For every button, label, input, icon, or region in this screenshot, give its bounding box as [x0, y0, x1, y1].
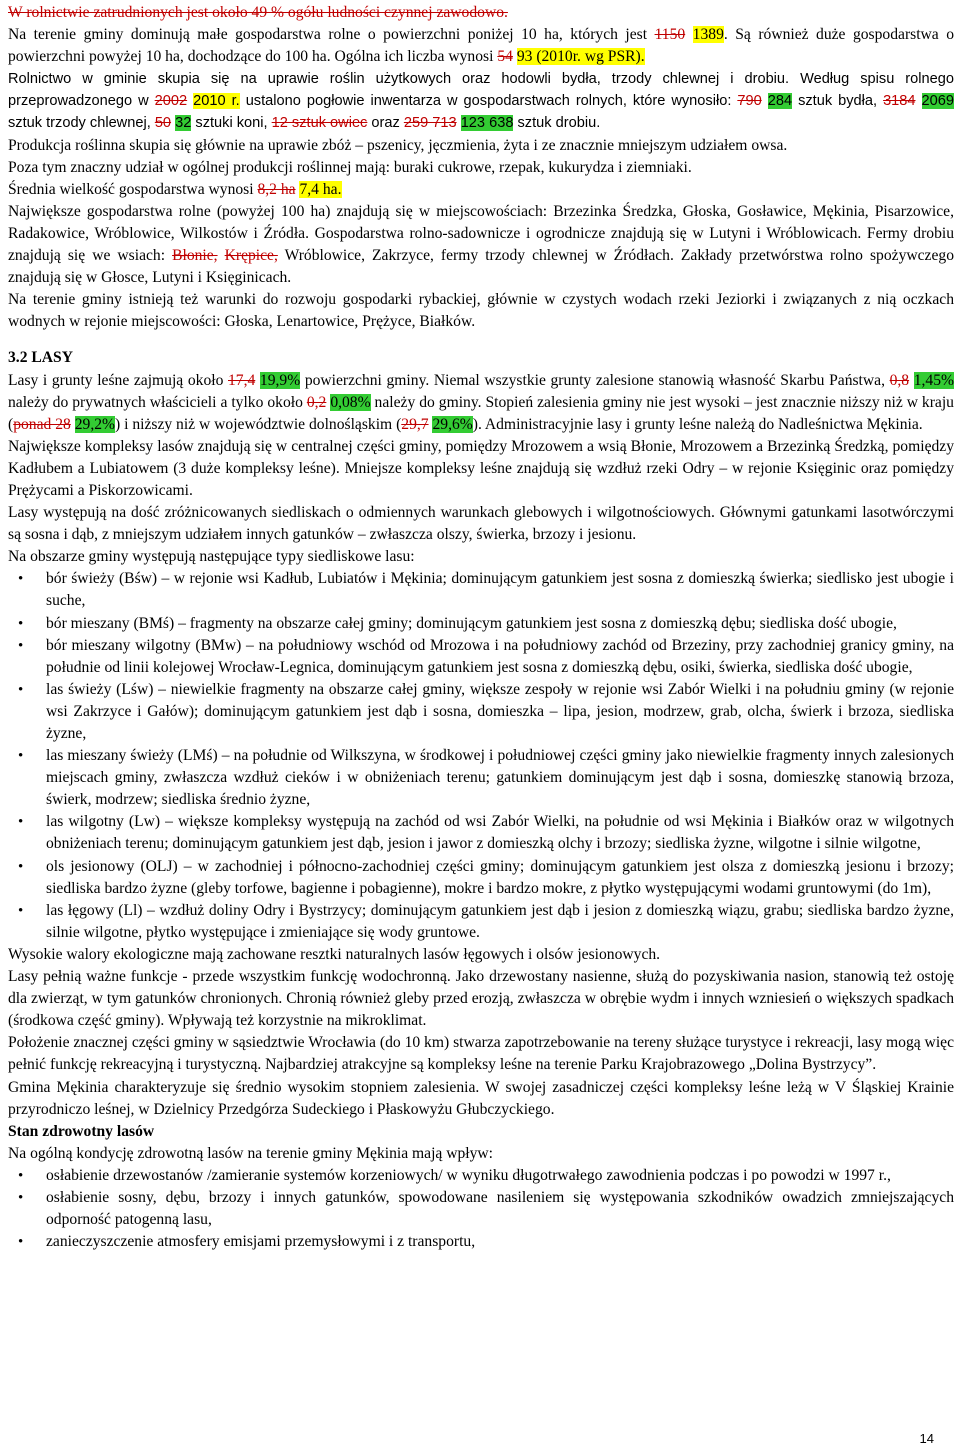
paragraph-forest-share	[8, 370, 954, 436]
paragraph-forest-complexes: Największe kompleksy lasów znajdują się w centralnej części gminy, pomiędzy Mrozowem a wsią Błonie, Mrozowem a Brzezinką Średzką, pomiędzy Kadłubem a Lubiatowem (3 duże kompleksy leśne). Mniejsze kompleksy leśne znajdują się wzdłuż rzeki Odry – w rejonie Księginic oraz pomiędzy Prężycami a Piskorzowicami.	[8, 437, 954, 499]
inserted-value: 284	[767, 93, 793, 110]
list-item: • osłabienie drzewostanów /zamieranie systemów korzeniowych/ w wyniku długotrwałego zawodnienia podczas i po powodzi w 1997 r.,	[46, 1165, 954, 1187]
list-item: • las świeży (Lśw) – niewielkie fragmenty na obszarze całej gminy, większe zespoły w rejonie wsi Zabór Wielki i na południu gminy (w rejonie wsi Zakrzyce i Gałów); dominującym gatunkiem jest dąb i sosna, domieszka – lipa, jesion, modrzew, grab, olcha, świerk i brzoza, siedliska żyzne,	[46, 679, 954, 745]
text-run: Rolnictwo w gminie skupia się na uprawie roślin użytkowych oraz hodowli bydła, trzody chlewnej i drobiu. Według spisu rolnego przeprowadzonego w	[8, 71, 954, 110]
deleted-value: 1150	[654, 26, 686, 44]
inserted-value: 32	[175, 115, 192, 132]
deleted-value: 3184	[883, 93, 916, 110]
paragraph-livestock	[8, 68, 954, 134]
list-item: • las łęgowy (Ll) – wzdłuż doliny Odry i Bystrzycy; dominującym gatunkiem jest dąb i jesion z domieszką wiązu, grabu; siedliska bardzo żyzne, silnie wilgotne, płytko występujące i zmieniające się wody gruntowe.	[46, 900, 954, 944]
text-run: należy do gminy. Stopień zalesienia gminy nie jest wysoki – jest znacznie niższy niż w kraju (	[8, 393, 954, 433]
text-run: sztuk bydła,	[792, 93, 884, 110]
text-run: . Są również duże gospodarstwa o powierzchni powyżej 10 ha, dochodzące do 100 ha. Ogólna ich liczba wynosi	[8, 26, 954, 66]
text-run: oraz	[367, 115, 404, 132]
inserted-value: 0,08%	[330, 393, 371, 411]
inserted-value: 2010 r.	[193, 93, 240, 110]
inserted-value: 19,9%	[259, 371, 301, 389]
list-item: • osłabienie sosny, dębu, brzozy i innych gatunków, spowodowane nasileniem się występowania szkodników owadzich zmniejszających odporność patogenną lasu,	[46, 1187, 954, 1231]
document-page	[8, 2, 954, 1253]
inserted-value: 7,4 ha.	[299, 180, 342, 198]
deleted-value: 29,7	[401, 415, 429, 433]
paragraph-farms	[8, 24, 954, 68]
page-number: 14	[919, 1431, 934, 1446]
deleted-value: 0,2	[306, 393, 327, 411]
paragraph-largest-farms	[8, 201, 954, 289]
paragraph-ecology: Wysokie walory ekologiczne mają zachowane resztki naturalnych lasów łęgowych i olsów jesionowych.	[8, 945, 661, 963]
text-run: sztuk drobiu.	[513, 115, 601, 132]
deleted-value: Błonie,	[172, 247, 218, 265]
deleted-value: 17,4	[228, 371, 256, 389]
paragraph-health-intro: Na ogólną kondycję zdrowotną lasów na terenie gminy Mękinia mają wpływ:	[8, 1144, 494, 1162]
deleted-value: 8,2 ha	[257, 180, 296, 198]
health-heading: Stan zdrowotny lasów	[8, 1122, 155, 1140]
paragraph-region: Gmina Mękinia charakteryzuje się średnio wysokim stopniem zalesienia. W swojej zasadniczej części kompleksy leśne leżą w V Śląskiej Krainie przyrodniczo leśnej, w Dzielnicy Przedgórza Sudeckiego i Płaskowyżu Głubczyckiego.	[8, 1078, 954, 1118]
inserted-value: 123 638	[460, 115, 514, 132]
paragraph-functions: Lasy pełnią ważne funkcje - przede wszystkim funkcję wodochronną. Jako drzewostany nasienne, służą do pozyskiwania nasion, stanowią też ostoję dla zwierząt, w tym gatunków chronionych. Chronią również gleby przed erozją, zwłaszcza w obrębie wydm i innych wzniesień o większych spadkach (środkowa część gminy). Wpływają też korzystnie na mikroklimat.	[8, 968, 954, 1030]
text-run: ). Administracyjnie lasy i grunty leśne należą do Nadleśnictwa Mękinia.	[472, 415, 923, 433]
text-run: Średnia wielkość gospodarstwa wynosi	[8, 180, 258, 198]
list-item: • zanieczyszczenie atmosfery emisjami przemysłowymi i z transportu,	[46, 1231, 954, 1253]
paragraph-fishery: Na terenie gminy istnieją też warunki do rozwoju gospodarki rybackiej, głównie w czystych wodach rzeki Jeziorki i związanych z nią oczkach wodnych w rejonie miejscowości: Głoska, Lenartowice, Prężyce, Białków.	[8, 291, 954, 331]
paragraph-habitat-intro: Na obszarze gminy występują następujące typy siedliskowe lasu:	[8, 548, 415, 566]
text-run: powierzchni gminy. Niemal wszystkie grunty zalesione stanowią własność Skarbu Państwa,	[300, 371, 890, 389]
list-item: • las wilgotny (Lw) – większe kompleksy występują na zachód od wsi Zabór Wielki, na południe od wsi Mękinia i Białków oraz w wilgotnych obniżeniach terenu; dominującym gatunkiem jest dąb, jesion i jawor z domieszką olchy i brzozy; siedliska żyzne, wilgotne i silnie wilgotne,	[46, 811, 954, 855]
text-run: sztuk trzody chlewnej,	[8, 115, 155, 132]
inserted-source: (2010r. wg PSR).	[532, 48, 645, 66]
paragraph-forest-habitats: Lasy występują na dość zróżnicowanych siedliskach o odmiennych warunkach glebowych i wilgotnościowych. Głównymi gatunkami lasotwórczymi są sosna i dąb, z mniejszym udziałem innych gatunków – zwłaszcza olszy, świerka, brzozy i jesionu.	[8, 504, 954, 544]
deleted-value: 50	[154, 115, 172, 132]
deleted-value: 12 sztuk owiec	[271, 115, 368, 132]
paragraph-crops-1: Produkcja roślinna skupia się głównie na uprawie zbóż – pszenicy, jęczmienia, żyta i ze znacznie mniejszym udziałem owsa.	[8, 136, 788, 154]
text-run: Największe gospodarstwa rolne (powyżej 100 ha) znajdują się w miejscowościach: Brzezinka Średzka, Głoska, Gosławice, Mękinia, Pisarzowice, Radakowice, Wróblowice, Wilkostów i Źródła. Gospodarstwa rolno-sadownicze i ogrodnicze znajdują się w Lutyni i Wróblowicach. Fermy drobiu znajdują się we wsiach:	[8, 202, 954, 265]
deleted-value: 54	[497, 48, 513, 66]
list-item: • bór mieszany wilgotny (BMw) – na południowy wschód od Mrozowa i na południowy zachód od Brzeziny, przy zachodniej granicy gminy, na południe od linii kolejowej Wrocław-Legnica, dominującym gatunkiem jest sosna z domieszką dębu, osiki, świerka, siedliska dość ubogie,	[46, 635, 954, 679]
text-run: sztuki koni,	[191, 115, 272, 132]
paragraph-average-size	[8, 179, 954, 201]
inserted-value: 29,6%	[432, 415, 473, 433]
section-heading: 3.2 LASY	[8, 349, 73, 367]
inserted-value: 2069	[921, 93, 954, 110]
inserted-value: 1389	[692, 26, 724, 44]
deleted-value: ponad 28	[13, 415, 71, 433]
text-run: ustalono pogłowie inwentarza w gospodarstwach rolnych, które wynosiło:	[239, 93, 738, 110]
health-list	[8, 1165, 954, 1253]
text-run: Na terenie gminy dominują małe gospodarstwa rolne o powierzchni poniżej 10 ha, których jest	[8, 26, 655, 44]
text-run: ) i niższy niż w województwie dolnośląskim (	[115, 415, 402, 433]
deleted-value: 2002	[154, 93, 188, 110]
list-item: • bór świeży (Bśw) – w rejonie wsi Kadłub, Lubiatów i Mękinia; dominującym gatunkiem jest sosna z domieszką świerka; siedlisko jest ubogie i suche,	[46, 568, 954, 612]
text-run: Wróblowice, Zakrzyce, fermy trzody chlewnej w Źródłach. Zakłady przetwórstwa rolno spożywczego znajdują się w Głosce, Lutyni i Księginicach.	[8, 247, 954, 287]
deleted-text: W rolnictwie zatrudnionych jest około 49 % ogółu ludności czynnej zawodowo.	[8, 4, 508, 21]
text-run: Lasy i grunty leśne zajmują około	[8, 371, 228, 389]
list-item: • ols jesionowy (OLJ) – w zachodniej i północno-zachodniej części gminy; dominującym gatunkiem jest olsza z domieszką jesionu i brzozy; siedliska bardzo żyzne (gleby torfowe, bagienne i pobagienne), mokre i bardzo mokre, z płytko występującymi wodami gruntowymi (do 1m),	[46, 856, 954, 900]
inserted-value: 1,45%	[913, 371, 954, 389]
habitat-list	[8, 568, 954, 944]
deleted-value: 0,8	[889, 371, 910, 389]
deleted-value: 790	[737, 93, 762, 110]
employment-line	[8, 2, 954, 24]
paragraph-crops-2: Poza tym znaczny udział w ogólnej produkcji roślinnej mają: buraki cukrowe, rzepak, kukurydza i ziemniaki.	[8, 158, 692, 176]
inserted-value: 29,2%	[74, 415, 115, 433]
deleted-value: 259 713	[403, 115, 457, 132]
list-item: • bór mieszany (BMś) – fragmenty na obszarze całej gminy; dominującym gatunkiem jest sosna z domieszką dębu; siedliska dość ubogie,	[46, 613, 954, 635]
text-run: należy do prywatnych właścicieli a tylko około	[8, 393, 307, 411]
list-item: • las mieszany świeży (LMś) – na południe od Wilkszyna, w środkowej i południowej części gminy jako niewielkie fragmenty innych zalesionych miejscach gminy, zwłaszcza wzdłuż cieków i w obniżeniach terenu; gatunkiem dominującym jest dąb i sosna, domieszkę stanowią brzoza, świerk, modrzew; siedliska średnio żyzne,	[46, 745, 954, 811]
paragraph-location: Położenie znacznej części gminy w sąsiedztwie Wrocławia (do 10 km) stwarza zapotrzebowanie na tereny służące turystyce i rekreacji, lasy mogą więc pełnić funkcję rekreacyjną i turystyczną. Najbardziej atrakcyjne są kompleksy leśne na terenie Parku Krajobrazowego „Dolina Bystrzycy”.	[8, 1034, 954, 1074]
inserted-value: 93	[516, 48, 533, 66]
deleted-value: Krępice,	[224, 247, 278, 265]
